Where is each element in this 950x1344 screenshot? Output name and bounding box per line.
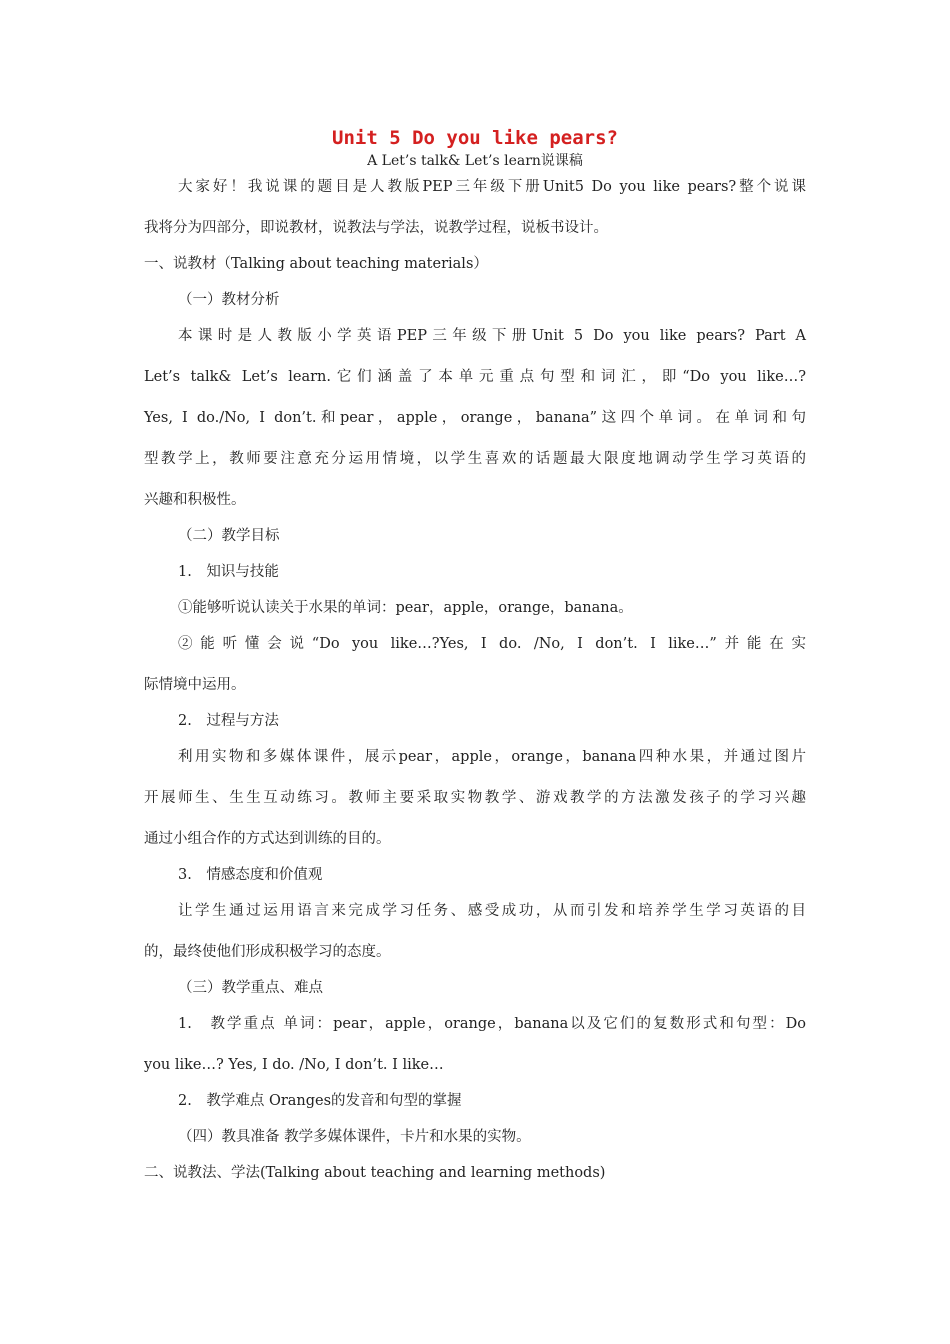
list-heading: 3. 情感态度和价值观 [178,867,323,883]
section-heading: 一、说教材（Talking about teaching materials） [144,256,488,272]
list-item: ①能够听说认读关于水果的单词：pear，apple，orange，banana。 [178,600,633,616]
paragraph-line: 让学生通过运用语言来完成学习任务、感受成功，从而引发和培养学生学习英语的目 [178,903,806,919]
list-item: ②能听懂会说“Do you like…?Yes, I do. /No, I don’t. I like…”并能在实 [178,636,806,652]
subsection-heading: （三）教学重点、难点 [178,980,323,996]
paragraph-line: 的，最终使他们形成积极学习的态度。 [144,944,391,960]
paragraph-line: you like…? Yes, I do. /No, I don’t. I like… [144,1057,444,1073]
subsection-heading: （一）教材分析 [178,292,280,308]
list-heading: 2. 过程与方法 [178,713,279,729]
document-title: Unit 5 Do you like pears? [332,127,618,149]
paragraph-line: 大家好！我说课的题目是人教版PEP三年级下册Unit5 Do you like pears?整个说课 [178,179,806,195]
subsection-heading: （四）教具准备 教学多媒体课件，卡片和水果的实物。 [178,1129,531,1145]
document-subtitle: A Let’s talk& Let’s learn说课稿 [367,153,583,169]
document-page [144,0,806,1344]
paragraph-line: Let’s talk& Let’s learn.它们涵盖了本单元重点句型和词汇，即“Do you like…? [144,369,806,385]
paragraph-line: 利用实物和多媒体课件，展示pear，apple，orange，banana四种水果，并通过图片 [178,749,806,765]
paragraph-line: 我将分为四部分，即说教材，说教法与学法，说教学过程，说板书设计。 [144,220,608,236]
list-heading: 1. 知识与技能 [178,564,279,580]
list-item: 1. 教学重点 单词：pear，apple，orange，banana以及它们的复数形式和句型：Do [178,1016,806,1032]
paragraph-line: 兴趣和积极性。 [144,492,246,508]
paragraph-line: 本课时是人教版小学英语PEP三年级下册Unit 5 Do you like pears? Part A [178,328,806,344]
section-heading: 二、说教法、学法(Talking about teaching and learning methods) [144,1165,606,1181]
paragraph-line: Yes, I do./No, I don’t.和pear，apple，orange，banana”这四个单词。在单词和句 [144,410,806,426]
list-item: 2. 教学难点 Oranges的发音和句型的掌握 [178,1093,462,1109]
subsection-heading: （二）教学目标 [178,528,280,544]
paragraph-line: 际情境中运用。 [144,677,246,693]
paragraph-line: 型教学上，教师要注意充分运用情境，以学生喜欢的话题最大限度地调动学生学习英语的 [144,451,806,467]
paragraph-line: 开展师生、生生互动练习。教师主要采取实物教学、游戏教学的方法激发孩子的学习兴趣 [144,790,806,806]
paragraph-line: 通过小组合作的方式达到训练的目的。 [144,831,391,847]
